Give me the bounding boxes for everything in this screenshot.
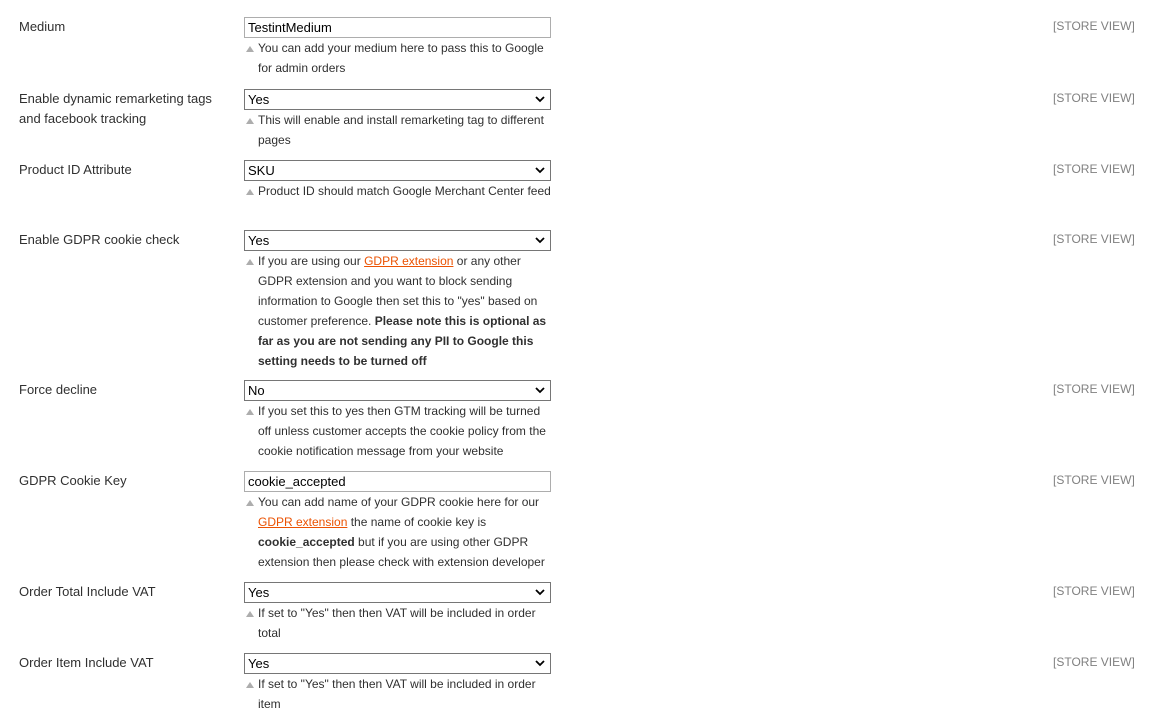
control-order-item-vat: [244, 653, 551, 714]
note-bold-cookie-key: cookie_accepted: [258, 535, 355, 549]
note-text-order-total-vat: If set to "Yes" then then VAT will be included in order total: [258, 606, 536, 640]
cookie-key-input[interactable]: [244, 471, 551, 492]
order-total-vat-select[interactable]: [244, 582, 551, 603]
field-label-gdpr-check: Enable GDPR cookie check: [19, 232, 180, 247]
product-id-select-value: SKU: [248, 163, 275, 178]
note-text-gdpr-check-2: or any other GDPR extension and you want to block sending information to Google then set this to "yes" based on customer preference.: [258, 254, 538, 328]
chevron-down-icon: [534, 161, 546, 180]
note-text-cookie-key-2: the name of cookie key is: [347, 515, 487, 529]
chevron-down-icon: [534, 381, 546, 400]
note-text-cookie-key-3: but if you are using other GDPR extension then please check with extension developer: [258, 535, 545, 569]
scope-label-order-item-vat: [STORE VIEW]: [1053, 655, 1135, 669]
note-product-id: [244, 181, 551, 201]
product-id-select[interactable]: [244, 160, 551, 181]
chevron-down-icon: [534, 654, 546, 673]
note-order-total-vat: [244, 603, 551, 643]
note-bold-gdpr-check: Please note this is optional as far as you are not sending any PII to Google this setting needs to be turned off: [258, 314, 547, 368]
remarketing-select[interactable]: [244, 89, 551, 110]
medium-input[interactable]: [244, 17, 551, 38]
field-label-order-item-vat: Order Item Include VAT: [19, 655, 154, 670]
control-medium: [244, 17, 551, 78]
note-text-gdpr-check-1: If you are using our: [258, 254, 365, 268]
field-label-force-decline: Force decline: [19, 382, 98, 397]
gdpr-extension-link[interactable]: GDPR extension: [364, 254, 454, 268]
field-label-medium: Medium: [19, 19, 66, 34]
field-label-cookie-key: GDPR Cookie Key: [19, 473, 127, 488]
remarketing-select-value: Yes: [248, 92, 270, 107]
scope-label-remarketing: [STORE VIEW]: [1053, 91, 1135, 105]
force-decline-select[interactable]: [244, 380, 551, 401]
scope-label-order-total-vat: [STORE VIEW]: [1053, 584, 1135, 598]
note-force-decline: [244, 401, 551, 461]
control-force-decline: [244, 380, 551, 461]
order-total-vat-select-value: Yes: [248, 585, 270, 600]
note-text-product-id: Product ID should match Google Merchant Center feed: [258, 184, 551, 198]
control-order-total-vat: [244, 582, 551, 643]
field-label-order-total-vat: Order Total Include VAT: [19, 584, 156, 599]
control-remarketing: [244, 89, 551, 150]
chevron-down-icon: [534, 90, 546, 109]
note-arrow-icon: [246, 189, 254, 195]
scope-label-force-decline: [STORE VIEW]: [1053, 382, 1135, 396]
note-text-force-decline: If you set this to yes then GTM tracking will be turned off unless customer accepts the cookie policy from the cookie notification message from your website: [258, 404, 546, 458]
note-text-cookie-key-1: You can add name of your GDPR cookie here for our: [258, 495, 540, 509]
order-item-vat-select-value: Yes: [248, 656, 270, 671]
gdpr-extension-link[interactable]: GDPR extension: [258, 515, 348, 529]
scope-label-medium: [STORE VIEW]: [1053, 19, 1135, 33]
note-cookie-key: [244, 492, 551, 572]
note-arrow-icon: [246, 259, 254, 265]
note-text-medium: You can add your medium here to pass this to Google for admin orders: [258, 41, 544, 75]
note-text-order-item-vat: If set to "Yes" then then VAT will be included in order item: [258, 677, 536, 711]
gdpr-check-select-value: Yes: [248, 233, 270, 248]
note-medium: [244, 38, 551, 78]
control-gdpr-check: [244, 230, 551, 371]
chevron-down-icon: [534, 231, 546, 250]
order-item-vat-select[interactable]: [244, 653, 551, 674]
note-arrow-icon: [246, 500, 254, 506]
note-arrow-icon: [246, 46, 254, 52]
note-arrow-icon: [246, 409, 254, 415]
scope-label-gdpr-check: [STORE VIEW]: [1053, 232, 1135, 246]
note-gdpr-check: [244, 251, 551, 371]
gdpr-check-select[interactable]: [244, 230, 551, 251]
field-label-product-id: Product ID Attribute: [19, 162, 132, 177]
note-remarketing: [244, 110, 551, 150]
force-decline-select-value: No: [248, 383, 265, 398]
note-arrow-icon: [246, 611, 254, 617]
note-text-remarketing: This will enable and install remarketing tag to different pages: [258, 113, 544, 147]
chevron-down-icon: [534, 583, 546, 602]
field-label-remarketing: Enable dynamic remarketing tags and facebook tracking: [19, 91, 212, 126]
scope-label-cookie-key: [STORE VIEW]: [1053, 473, 1135, 487]
scope-label-product-id: [STORE VIEW]: [1053, 162, 1135, 176]
control-cookie-key: [244, 471, 551, 572]
note-arrow-icon: [246, 682, 254, 688]
control-product-id: [244, 160, 551, 201]
note-arrow-icon: [246, 118, 254, 124]
note-order-item-vat: [244, 674, 551, 714]
